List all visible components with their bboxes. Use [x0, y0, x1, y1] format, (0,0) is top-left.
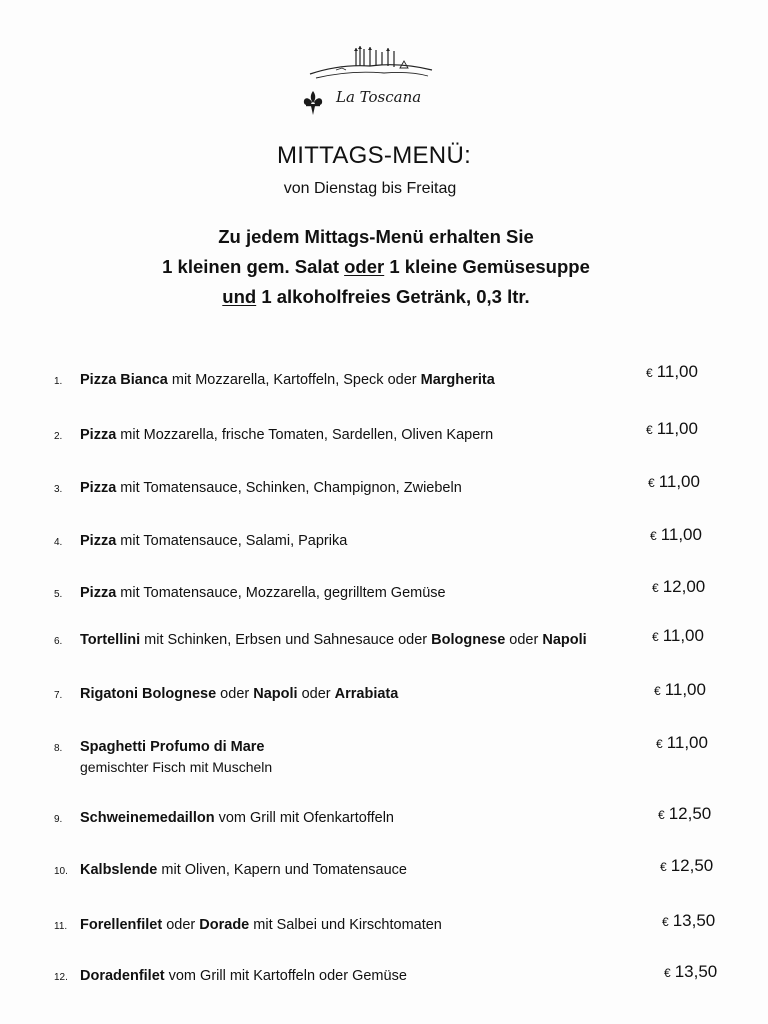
dish-name: Doradenfilet	[80, 968, 165, 984]
menu-item-description	[80, 808, 394, 828]
currency-symbol: €	[658, 808, 665, 822]
menu-item-description	[80, 737, 272, 777]
intro-emphasis: und	[222, 286, 257, 307]
menu-item-description	[80, 478, 462, 498]
menu-item-price	[646, 362, 698, 382]
menu-item-price	[654, 680, 706, 700]
dish-name: Pizza	[80, 585, 117, 601]
price-amount: 13,50	[672, 911, 716, 930]
dish-details: mit Tomatensauce, Salami, Paprika	[116, 533, 348, 549]
dish-details: mit Mozzarella, Kartoffeln, Speck oder	[167, 372, 421, 388]
menu-item-price	[650, 525, 702, 545]
dish-name: Napoli	[542, 632, 587, 648]
dish-details: vom Grill mit Ofenkartoffeln	[214, 810, 395, 826]
menu-item-number: 2.	[54, 431, 63, 442]
menu-item-number: 12.	[54, 972, 68, 983]
price-amount: 11,00	[662, 626, 704, 645]
menu-item-price	[662, 911, 715, 931]
menu-item	[0, 472, 768, 518]
menu-item	[0, 733, 768, 777]
currency-symbol: €	[648, 476, 655, 490]
menu-item	[0, 804, 768, 848]
intro-text: 1 kleine Gemüsesuppe	[384, 256, 590, 277]
intro-line-3	[0, 286, 752, 308]
menu-item-number: 4.	[54, 537, 63, 548]
menu-item-price	[652, 626, 704, 646]
page-title: MITTAGS-MENÜ:	[276, 142, 472, 169]
menu-item-description	[80, 370, 495, 390]
menu-item-description	[80, 915, 442, 935]
menu-item	[0, 911, 768, 955]
dish-details: oder	[297, 686, 335, 702]
intro-text: 1 alkoholfreies Getränk, 0,3 ltr.	[256, 286, 530, 307]
price-amount: 11,00	[666, 733, 708, 752]
menu-item	[0, 856, 768, 900]
menu-item-number: 3.	[54, 484, 63, 495]
dish-name: Spaghetti Profumo di Mare	[80, 739, 265, 755]
menu-item-number: 7.	[54, 690, 63, 701]
dish-details: vom Grill mit Kartoffeln oder Gemüse	[164, 968, 407, 984]
currency-symbol: €	[660, 860, 667, 874]
dish-name: Napoli	[253, 686, 298, 702]
intro-text: Zu jedem Mittags-Menü erhalten Sie	[218, 226, 534, 247]
dish-details: oder	[162, 917, 200, 933]
currency-symbol: €	[652, 630, 659, 644]
menu-item-number: 6.	[54, 636, 63, 647]
dish-name: Arrabiata	[334, 686, 399, 702]
menu-item-description	[80, 531, 347, 551]
price-amount: 11,00	[656, 362, 698, 381]
dish-details: mit Oliven, Kapern und Tomatensauce	[157, 862, 407, 878]
menu-item	[0, 962, 768, 1006]
dish-name: Pizza	[80, 480, 117, 496]
menu-item-price	[658, 804, 711, 824]
menu-item-description	[80, 425, 493, 445]
dish-name: Kalbslende	[80, 862, 158, 878]
dish-name: Schweinemedaillon	[80, 810, 215, 826]
dish-details: mit Mozzarella, frische Tomaten, Sardellen, Oliven Kapern	[116, 427, 494, 443]
dish-name: Pizza Bianca	[80, 372, 168, 388]
dish-details: mit Salbei und Kirschtomaten	[249, 917, 442, 933]
currency-symbol: €	[656, 737, 663, 751]
menu-item-price	[656, 733, 708, 753]
menu-item-number: 10.	[54, 866, 68, 877]
restaurant-logo	[300, 40, 450, 120]
price-amount: 12,50	[668, 804, 712, 823]
menu-item-description	[80, 583, 446, 603]
price-amount: 11,00	[660, 525, 702, 544]
dish-name: Pizza	[80, 427, 117, 443]
menu-item-price	[660, 856, 713, 876]
dish-subtitle: gemischter Fisch mit Muscheln	[80, 759, 273, 775]
menu-item-price	[664, 962, 717, 982]
price-amount: 13,50	[674, 962, 718, 981]
menu-item-price	[646, 419, 698, 439]
dish-details: oder	[216, 686, 254, 702]
currency-symbol: €	[652, 581, 659, 595]
menu-item	[0, 680, 768, 724]
menu-item-description	[80, 966, 407, 986]
price-amount: 11,00	[658, 472, 700, 491]
dish-details: oder	[505, 632, 543, 648]
dish-name: Rigatoni Bolognese	[80, 686, 217, 702]
price-amount: 12,00	[662, 577, 706, 596]
dish-details: mit Tomatensauce, Mozzarella, gegrilltem Gemüse	[116, 585, 446, 601]
menu-item-description	[80, 684, 398, 704]
menu-item-number: 9.	[54, 814, 63, 825]
tuscan-landscape-icon	[300, 40, 450, 90]
dish-name: Bolognese	[431, 632, 506, 648]
menu-item	[0, 419, 768, 465]
price-amount: 12,50	[670, 856, 714, 875]
menu-item-description	[80, 630, 587, 650]
menu-item	[0, 577, 768, 623]
currency-symbol: €	[664, 966, 671, 980]
dish-name: Margherita	[420, 372, 495, 388]
menu-item-price	[652, 577, 705, 597]
price-amount: 11,00	[656, 419, 698, 438]
page-subtitle: von Dienstag bis Freitag	[283, 180, 457, 197]
currency-symbol: €	[646, 366, 653, 380]
dish-name: Pizza	[80, 533, 117, 549]
menu-item-price	[648, 472, 700, 492]
menu-item	[0, 362, 768, 410]
intro-text: 1 kleinen gem. Salat	[162, 256, 345, 277]
restaurant-name: La Toscana	[336, 88, 422, 106]
menu-item	[0, 626, 768, 670]
intro-line-2	[0, 256, 752, 278]
menu-item-number: 5.	[54, 589, 63, 600]
dish-name: Dorade	[199, 917, 250, 933]
intro-emphasis: oder	[344, 256, 385, 277]
currency-symbol: €	[654, 684, 661, 698]
dish-name: Forellenfilet	[80, 917, 163, 933]
currency-symbol: €	[646, 423, 653, 437]
price-amount: 11,00	[664, 680, 706, 699]
currency-symbol: €	[650, 529, 657, 543]
menu-item-description	[80, 860, 407, 880]
dish-name: Tortellini	[80, 632, 141, 648]
currency-symbol: €	[662, 915, 669, 929]
dish-details: mit Tomatensauce, Schinken, Champignon, Zwiebeln	[116, 480, 462, 496]
menu-item-number: 8.	[54, 743, 63, 754]
menu-item	[0, 525, 768, 571]
menu-item-number: 11.	[54, 921, 68, 932]
menu-item-number: 1.	[54, 376, 63, 387]
intro-line-1	[0, 226, 752, 248]
fleur-de-lis-icon	[302, 90, 324, 116]
dish-details: mit Schinken, Erbsen und Sahnesauce oder	[140, 632, 432, 648]
